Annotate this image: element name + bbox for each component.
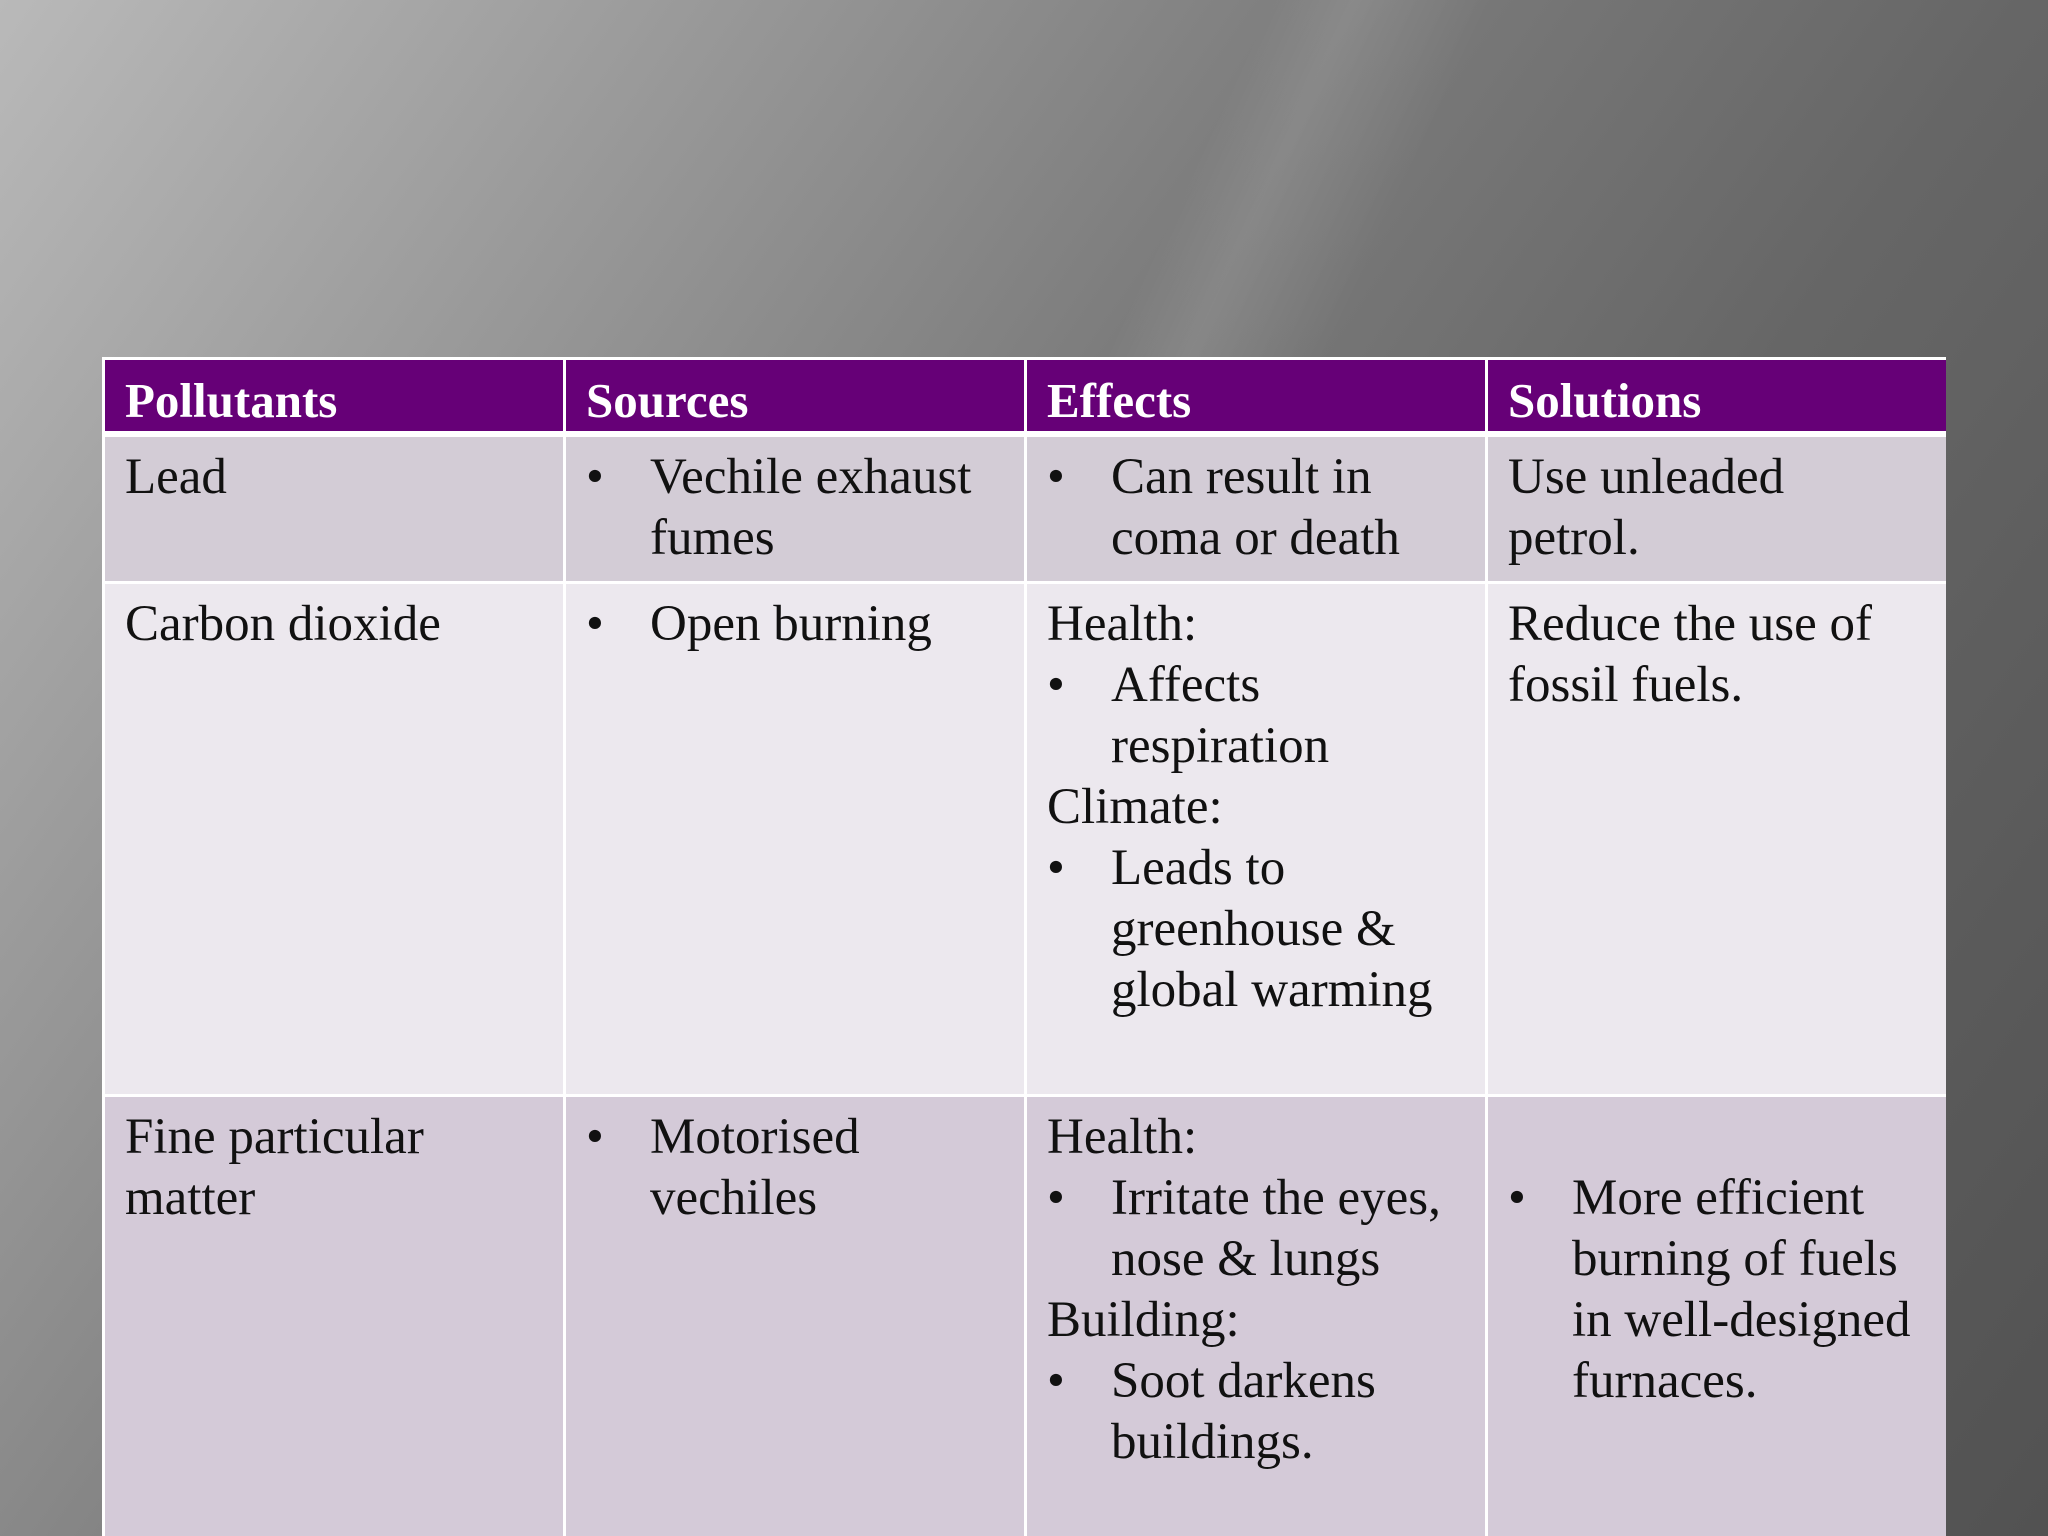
- effects-group-label: Health:: [1047, 1109, 1198, 1165]
- effects-list: [1047, 1351, 1465, 1473]
- cell-effects: [1026, 434, 1487, 583]
- header-sources: Sources: [565, 359, 1026, 435]
- cell-effects: [1026, 1096, 1487, 1536]
- bullet-icon: •: [1508, 1170, 1526, 1226]
- effects-list: [1047, 1168, 1465, 1290]
- list-item: • Open burning: [586, 594, 1004, 655]
- effects-list: [1047, 447, 1465, 569]
- header-effects: Effects: [1026, 359, 1487, 435]
- cell-pollutant: Carbon dioxide: [104, 583, 565, 1096]
- sources-list: [586, 1107, 1004, 1229]
- bullet-icon: •: [1047, 449, 1065, 505]
- list-item: • Soot darkens buildings.: [1047, 1353, 1376, 1470]
- sources-list: [586, 447, 1004, 569]
- cell-solutions: Use unleaded petrol.: [1487, 434, 1947, 583]
- cell-pollutant: Fine particular matter: [104, 1096, 565, 1536]
- table-row: [104, 1096, 1947, 1536]
- effects-group-label: Building:: [1047, 1292, 1240, 1348]
- effects-group-label: Climate:: [1047, 779, 1223, 835]
- table-row: [104, 434, 1947, 583]
- cell-solutions: [1487, 1096, 1947, 1536]
- list-item: • Vechile exhaust fumes: [586, 449, 972, 566]
- bullet-icon: •: [1047, 1353, 1065, 1409]
- list-item: • Irritate the eyes, nose & lungs: [1047, 1170, 1441, 1287]
- effects-group-label: Health:: [1047, 596, 1198, 652]
- bullet-icon: •: [586, 449, 604, 505]
- bullet-icon: •: [586, 1109, 604, 1165]
- list-item: • Affects respiration: [1047, 657, 1330, 774]
- list-item: • Can result in coma or death: [1047, 449, 1400, 566]
- header-pollutants: Pollutants: [104, 359, 565, 435]
- cell-sources: [565, 434, 1026, 583]
- cell-solutions: Reduce the use of fossil fuels.: [1487, 583, 1947, 1096]
- bullet-icon: •: [1047, 657, 1065, 713]
- pollutants-table-container: [102, 357, 1946, 1536]
- solutions-list: [1508, 1168, 1926, 1412]
- table-header-row: [104, 359, 1947, 435]
- cell-sources: [565, 583, 1026, 1096]
- effects-list: [1047, 838, 1465, 1021]
- list-item: • More efficient burning of fuels in well-designed furnaces.: [1508, 1170, 1911, 1409]
- bullet-icon: •: [586, 596, 604, 652]
- cell-effects: [1026, 583, 1487, 1096]
- table-row: [104, 583, 1947, 1096]
- cell-sources: [565, 1096, 1026, 1536]
- bullet-icon: •: [1047, 1170, 1065, 1226]
- effects-list: [1047, 655, 1465, 777]
- header-solutions: Solutions: [1487, 359, 1947, 435]
- list-item: • Leads to greenhouse & global warming: [1047, 840, 1433, 1018]
- bullet-icon: •: [1047, 840, 1065, 896]
- solutions-spacer: [1508, 1107, 1926, 1168]
- list-item: • Motorised vechiles: [586, 1109, 860, 1226]
- sources-list: [586, 594, 1004, 655]
- pollutants-table: [102, 357, 1946, 1536]
- cell-pollutant: Lead: [104, 434, 565, 583]
